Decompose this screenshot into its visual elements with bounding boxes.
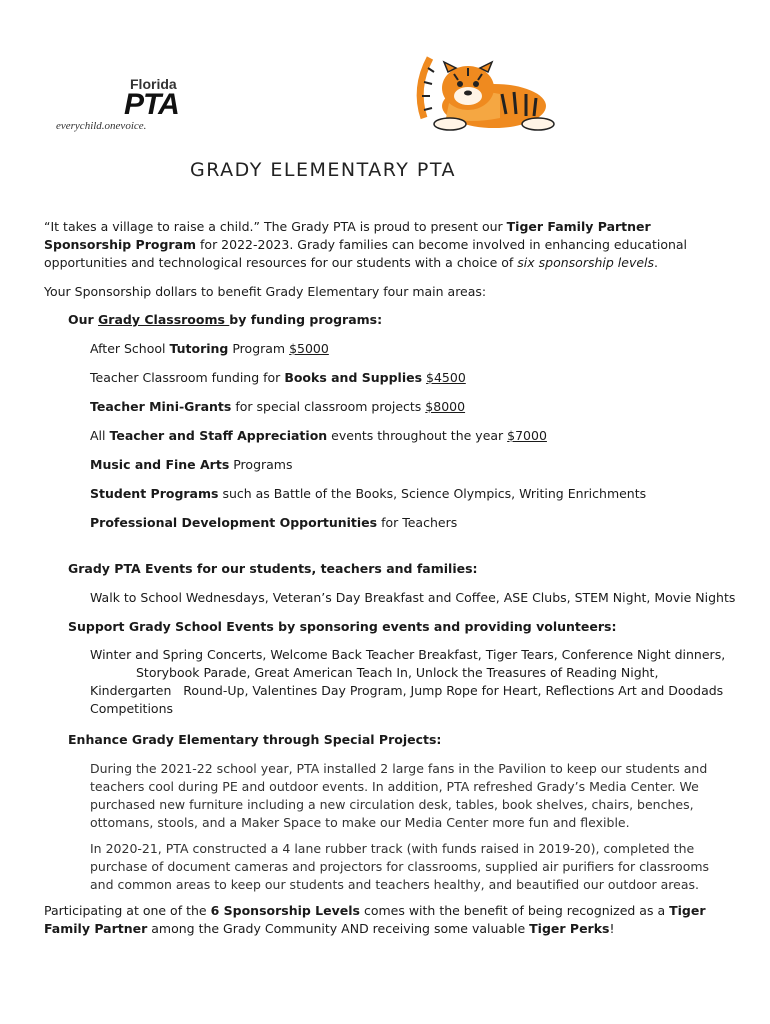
events-text: Walk to School Wednesdays, Veteran’s Day Breakfast and Coffee, ASE Clubs, STEM Night, Movie Nights <box>90 590 736 605</box>
logo-tagline: everychild.onevoice. <box>56 120 147 132</box>
logo-state: Florida <box>130 76 177 92</box>
closing-paragraph: Participating at one of the 6 Sponsorship Levels comes with the benefit of being recognized as a Tiger Family Partner among the Grady Community AND receiving some valuable Tiger Perks! <box>44 903 706 936</box>
list-item: After School Tutoring Program $5000 <box>90 341 329 356</box>
support-line-3: Kindergarten Round-Up, Valentines Day Program, Jump Rope for Heart, Reflections Art and Doodads <box>90 683 724 698</box>
intro-paragraph: “It takes a village to raise a child.” The Grady PTA is proud to present our Tiger Family Partner Sponsorship Program for 2022-2023. Grady families can become involved in enhancing educational opportunities and technological resources for our students with a choice of six sponsorship levels. <box>44 219 688 270</box>
logo-mark: PTA <box>124 88 179 121</box>
support-line-2: Storybook Parade, Great American Teach In, Unlock the Treasures of Reading Night, <box>136 665 659 680</box>
projects-paragraph-2: In 2020-21, PTA constructed a 4 lane rubber track (with funds raised in 2019-20), completed the purchase of document cameras and projectors for classrooms, supplied air purifiers for classrooms and common areas to keep our students and teachers healthy, and beautified our outdoor areas. <box>90 841 710 892</box>
page-title: GRADY ELEMENTARY PTA <box>190 158 456 181</box>
projects-paragraph-1: During the 2021-22 school year, PTA installed 2 large fans in the Pavilion to keep our students and teachers cool during PE and outdoor events. In addition, PTA refreshed Grady’s Media Center. We purchased new furniture including a new circulation desk, tables, book shelves, chairs, benches, ottomans, stools, and a Maker Space to make our Media Center more fun and flexible. <box>90 761 708 830</box>
tiger-mascot-icon <box>410 48 558 136</box>
list-item: All Teacher and Staff Appreciation events throughout the year $7000 <box>90 428 547 443</box>
support-line-4: Competitions <box>90 701 174 716</box>
classrooms-heading: Our Grady Classrooms by funding programs: <box>68 312 383 327</box>
list-item: Teacher Classroom funding for Books and Supplies $4500 <box>90 370 466 385</box>
florida-pta-logo <box>52 76 179 136</box>
list-item: Professional Development Opportunities for Teachers <box>90 515 458 530</box>
projects-heading: Enhance Grady Elementary through Special Projects: <box>68 732 442 747</box>
list-item: Music and Fine Arts Programs <box>90 457 293 472</box>
list-item: Student Programs such as Battle of the Books, Science Olympics, Writing Enrichments <box>90 486 647 501</box>
areas-intro: Your Sponsorship dollars to benefit Grady Elementary four main areas: <box>44 284 487 299</box>
support-line-1: Winter and Spring Concerts, Welcome Back Teacher Breakfast, Tiger Tears, Conference Night dinners, <box>90 647 726 662</box>
list-item: Teacher Mini-Grants for special classroom projects $8000 <box>90 399 466 414</box>
events-heading: Grady PTA Events for our students, teachers and families: <box>68 561 478 576</box>
support-heading: Support Grady School Events by sponsoring events and providing volunteers: <box>68 619 617 634</box>
